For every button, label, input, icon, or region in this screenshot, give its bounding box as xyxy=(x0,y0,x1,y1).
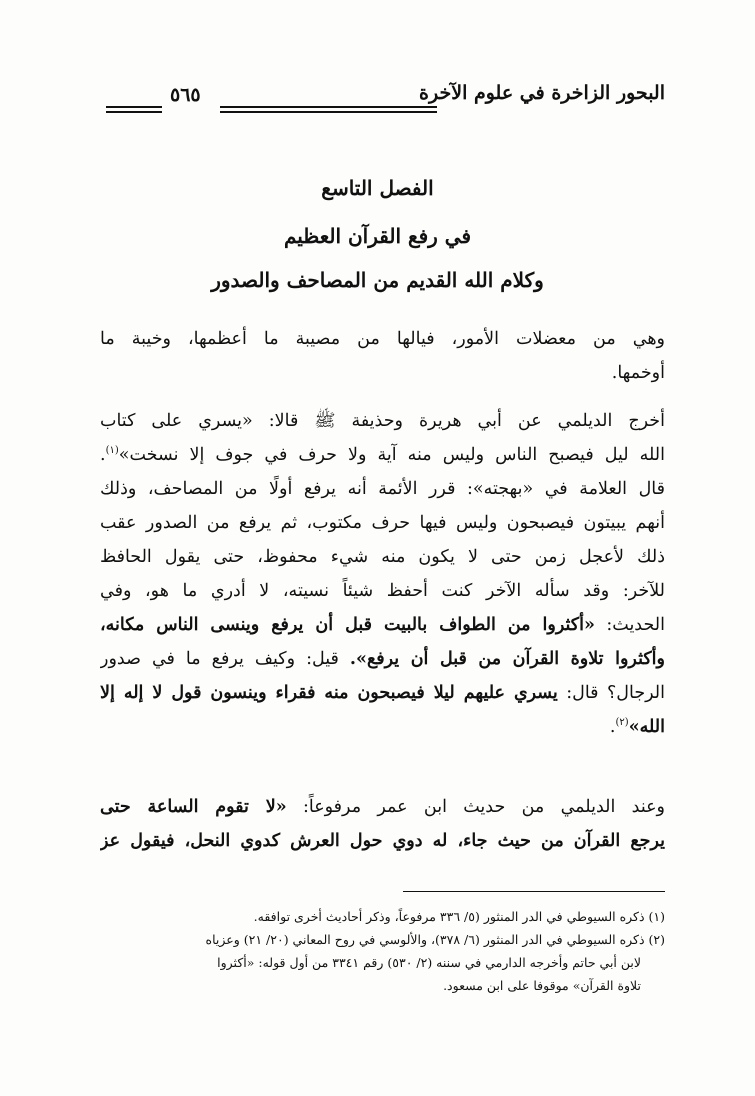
text-segment: الرجال؟ قال: xyxy=(566,683,665,703)
text-line xyxy=(100,676,665,710)
text-line xyxy=(100,608,665,642)
text-segment: الله ليل فيصبح الناس وليس منه آية ولا حرف في جوف إلا نسخت» xyxy=(118,445,665,465)
hadith-quote: «أكثروا من الطواف بالبيت قبل أن يرفع وينسى الناس مكانه، xyxy=(100,615,595,635)
chapter-number: الفصل التاسع xyxy=(321,176,434,200)
header-rule xyxy=(220,106,437,113)
footnote-1: (١) ذكره السيوطي في الدر المنثور (٥/ ٣٣٦ مرفوعاً، وذكر أحاديث أخرى توافقه. xyxy=(253,909,665,924)
footnote-2-cont: تلاوة القرآن» موقوفا على ابن مسعود. xyxy=(443,978,641,993)
paragraph-intro xyxy=(100,322,665,390)
footnote-2-cont: لابن أبي حاتم وأخرجه الدارمي في سننه (٢/ ٥٣٠) رقم ٣٣٤١ من أول قوله: «أكثروا xyxy=(217,955,641,970)
chapter-subtitle: وكلام الله القديم من المصاحف والصدور xyxy=(211,268,544,292)
text-line: للآخر: وقد سأله الآخر كنت أحفظ شيئاً نسيته، لا أدري ما هو، وفي xyxy=(100,581,665,601)
chapter-title: في رفع القرآن العظيم xyxy=(283,224,472,248)
paragraph-ibn-umar xyxy=(100,790,665,858)
hadith-quote: وأكثروا تلاوة القرآن من قبل أن يرفع». xyxy=(349,649,665,669)
running-title: البحور الزاخرة في علوم الآخرة xyxy=(419,82,665,104)
text-line: الله»$^{(٢)}$. xyxy=(609,717,665,737)
page-number-rule xyxy=(106,106,162,113)
footnotes xyxy=(100,905,665,997)
paragraph-hadith-daylami xyxy=(100,404,665,744)
footnote-mark-1: (١) xyxy=(105,445,119,457)
footnote-separator xyxy=(403,891,665,892)
hadith-quote: يسري عليهم ليلا فيصبحون منه فقراء وينسون قول لا إله إلا xyxy=(100,683,558,703)
text-segment: الحديث: xyxy=(606,615,665,635)
hadith-quote: الله» xyxy=(628,717,665,737)
text-line xyxy=(100,790,665,824)
text-line: أخرج الديلمي عن أبي هريرة وحذيفة ﷺ قالا: «يسري على كتاب xyxy=(100,411,665,431)
text-line: أنهم يبيتون فيصبحون وليس فيها حرف مكتوب، ثم يرفع من الصدور عقب xyxy=(100,513,665,533)
text-line: أوخمها. xyxy=(611,363,665,383)
footnote-2: (٢) ذكره السيوطي في الدر المنثور (٦/ ٣٧٨)، والألوسي في روح المعاني (٢٠/ ٢١) وعزياه xyxy=(205,932,665,947)
text-line xyxy=(100,642,665,676)
page-number: ٥٦٥ xyxy=(170,84,201,106)
text-line: قال العلامة في «بهجته»: قرر الأئمة أنه يرفع أولًا من المصاحف، وذلك xyxy=(100,479,665,499)
page-header xyxy=(100,82,665,122)
hadith-quote: «لا تقوم الساعة حتى xyxy=(100,797,287,817)
text-line: الله ليل فيصبح الناس وليس منه آية ولا حرف في جوف إلا نسخت»$^{(١)}$. xyxy=(100,445,665,465)
text-line: يرجع القرآن من حيث جاء، له دوي حول العرش كدوي النحل، فيقول عز xyxy=(100,831,665,851)
text-segment: وعند الديلمي من حديث ابن عمر مرفوعاً: xyxy=(302,797,665,817)
footnote-mark-2: (٢) xyxy=(615,717,629,729)
text-segment: قيل: وكيف يرفع ما في صدور xyxy=(100,649,339,669)
text-line: وهي من معضلات الأمور، فيالها من مصيبة ما أعظمها، وخيبة ما xyxy=(100,329,665,349)
text-line: ذلك لأعجل زمن حتى لا يكون منه شيء محفوظ، حتى يقول الحافظ xyxy=(100,547,665,567)
